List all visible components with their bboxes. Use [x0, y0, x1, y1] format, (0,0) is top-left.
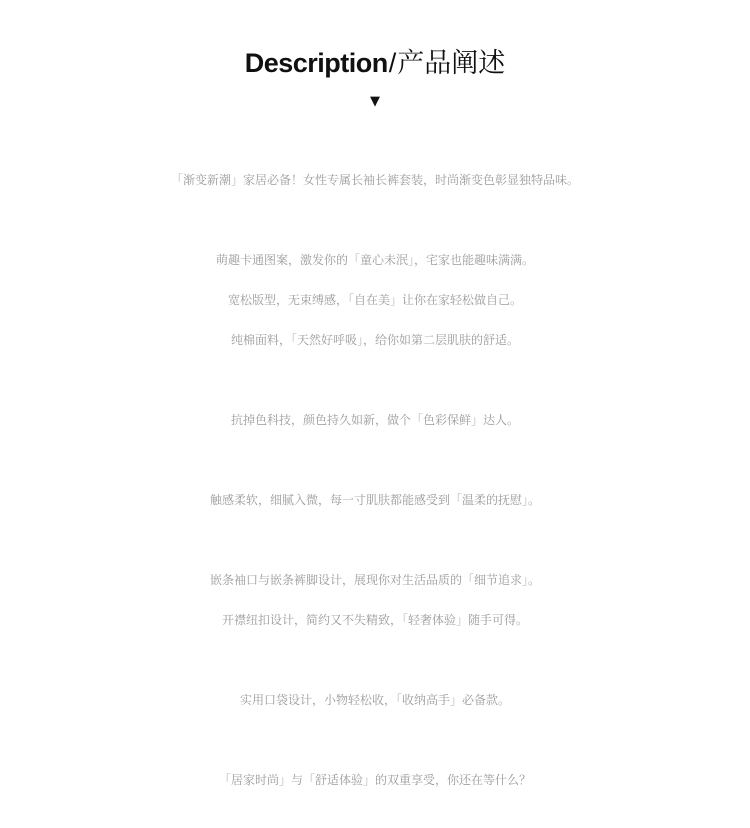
description-line-7: 嵌条袖口与嵌条裤脚设计，展现你对生活品质的「细节追求」。: [209, 573, 540, 587]
title-separator: /: [388, 48, 397, 78]
down-triangle-icon: ▼: [370, 94, 380, 109]
description-line-2: 萌趣卡通图案，激发你的「童心未泯」，宅家也能趣味满满。: [215, 253, 534, 267]
description-line-3: 宽松版型，无束缚感，「自在美」让你在家轻松做自己。: [227, 293, 522, 307]
title-english: Description: [244, 48, 388, 78]
description-line-8: 开襟纽扣设计，简约又不失精致，「轻奢体验」随手可得。: [221, 613, 528, 627]
description-line-10: 「居家时尚」与「舒适体验」的双重享受，你还在等什么？: [218, 773, 531, 787]
section-header: [0, 44, 750, 83]
title-chinese: 产品阐述: [397, 48, 506, 79]
description-line-5: 抗掉色科技，颜色持久如新，做个「色彩保鲜」达人。: [230, 413, 519, 427]
section-title: [0, 44, 750, 83]
description-line-6: 触感柔软，细腻入微，每一寸肌肤都能感受到「温柔的抚慰」。: [209, 493, 540, 507]
description-line-9: 实用口袋设计，小物轻松收，「收纳高手」必备款。: [239, 693, 510, 707]
description-line-1: 「渐变新潮」家居必备！女性专属长袖长裤套装，时尚渐变色彰显独特品味。: [170, 173, 579, 187]
description-line-4: 纯棉面料，「天然好呼吸」，给你如第二层肌肤的舒适。: [230, 333, 519, 347]
